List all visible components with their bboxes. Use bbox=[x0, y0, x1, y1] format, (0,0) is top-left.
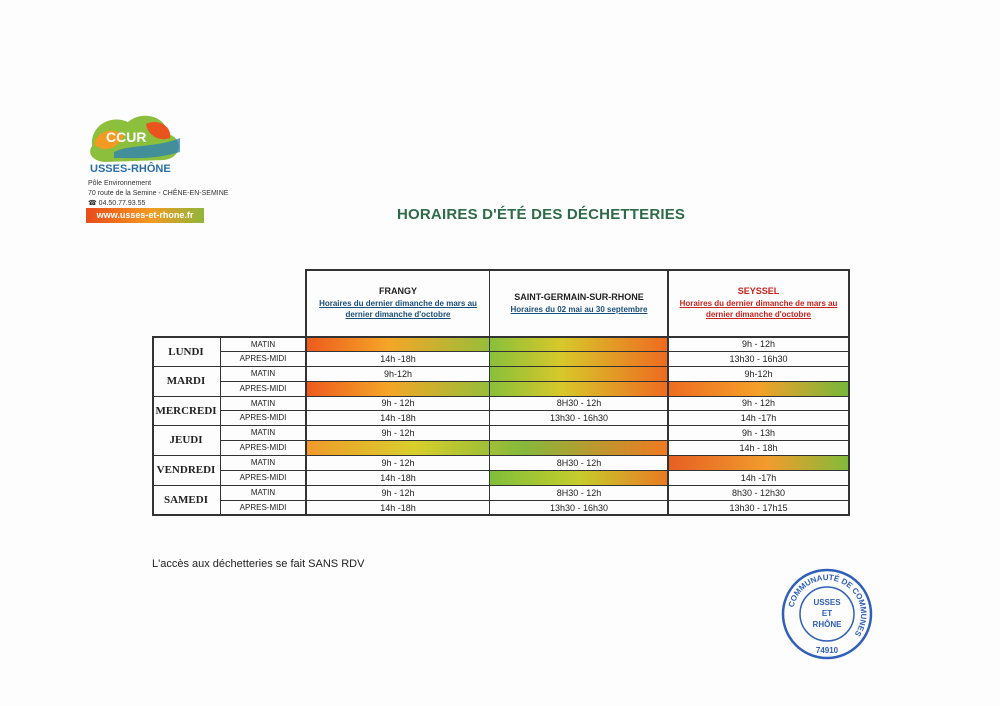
table-border bbox=[152, 514, 849, 516]
table-border bbox=[220, 500, 849, 501]
header-frangy-subtitle: Horaires du dernier dimanche de mars au dernier dimanche d'octobre bbox=[319, 299, 477, 319]
frangy-hours: 9h-12h bbox=[383, 368, 413, 379]
header-seyssel bbox=[668, 269, 849, 337]
frangy-hours: 9h - 12h bbox=[381, 427, 415, 438]
table-border bbox=[220, 470, 849, 471]
table-border bbox=[667, 269, 669, 516]
header-saint-germain-name: SAINT-GERMAIN-SUR-RHONE bbox=[514, 291, 644, 302]
table-border bbox=[152, 425, 849, 426]
seyssel-hours: 14h -17h bbox=[740, 472, 777, 483]
seyssel-hours: 13h30 - 17h15 bbox=[729, 502, 788, 513]
frangy-hours: 9h - 12h bbox=[381, 487, 415, 498]
table-border bbox=[848, 269, 850, 516]
day-label: MARDI bbox=[166, 375, 206, 387]
website-badge: www.usses-et-rhone.fr bbox=[86, 208, 204, 223]
saint-germain-hours: 8H30 - 12h bbox=[556, 457, 602, 468]
page-title: HORAIRES D'ÉTÉ DES DÉCHETTERIES bbox=[397, 206, 686, 223]
period-label: MATIN bbox=[250, 398, 276, 408]
phone-number: 04.50.77.93.55 bbox=[98, 200, 146, 207]
frangy-hours: 9h - 12h bbox=[381, 398, 415, 408]
table-border bbox=[220, 336, 221, 516]
seyssel-hours: 8h30 - 12h30 bbox=[731, 487, 786, 498]
svg-text:USSES-RHÔNE: USSES-RHÔNE bbox=[90, 163, 171, 175]
schedule-table bbox=[152, 269, 849, 515]
period-label: MATIN bbox=[250, 369, 276, 378]
table-border bbox=[220, 440, 849, 441]
svg-text:74910: 74910 bbox=[815, 646, 839, 655]
period-label: MATIN bbox=[250, 428, 276, 437]
table-border bbox=[306, 269, 849, 271]
table-border bbox=[152, 366, 849, 367]
table-border bbox=[152, 455, 849, 456]
seyssel-hours: 13h30 - 16h30 bbox=[729, 353, 788, 364]
table-border bbox=[220, 381, 849, 382]
seyssel-hours: 14h -17h bbox=[740, 412, 777, 423]
frangy-hours: 14h -18h bbox=[380, 472, 416, 483]
header-saint-germain-subtitle: Horaires du 02 mai au 30 septembre bbox=[510, 304, 648, 314]
period-label: APRES-MIDI bbox=[239, 473, 287, 482]
table-border bbox=[220, 410, 849, 411]
seyssel-hours: 9h-12h bbox=[744, 368, 773, 379]
period-label: MATIN bbox=[250, 488, 276, 497]
period-label: MATIN bbox=[250, 458, 276, 467]
day-label: LUNDI bbox=[168, 345, 204, 358]
frangy-hours: 14h -18h bbox=[380, 412, 416, 423]
svg-text:ET: ET bbox=[821, 609, 833, 618]
address-line1: Pôle Environnement bbox=[88, 180, 152, 187]
seyssel-hours: 9h - 12h bbox=[741, 398, 776, 408]
usses-rhone-logo bbox=[84, 108, 194, 178]
address-block bbox=[88, 179, 228, 209]
access-note: L'accès aux déchetteries se fait SANS RDV bbox=[152, 558, 365, 570]
header-seyssel-name: SEYSSEL bbox=[737, 286, 780, 296]
table-border bbox=[152, 336, 849, 338]
period-label: MATIN bbox=[250, 339, 276, 349]
table-border bbox=[305, 269, 307, 516]
period-label: APRES-MIDI bbox=[239, 413, 287, 422]
saint-germain-hours: 13h30 - 16h30 bbox=[549, 412, 609, 423]
frangy-closed-bar bbox=[306, 337, 490, 352]
svg-text:USSES: USSES bbox=[813, 598, 841, 607]
day-label: MERCREDI bbox=[155, 404, 217, 417]
period-label: APRES-MIDI bbox=[239, 443, 287, 452]
seyssel-hours: 14h - 18h bbox=[739, 442, 778, 453]
phone-icon: ☎ bbox=[88, 200, 99, 207]
frangy-closed-bar bbox=[306, 381, 490, 396]
frangy-saint-germain-closed-bar bbox=[306, 440, 668, 455]
header-frangy-name: FRANGY bbox=[379, 286, 417, 296]
svg-text:CCUR: CCUR bbox=[106, 129, 147, 145]
saint-germain-hours: 13h30 - 16h30 bbox=[549, 502, 609, 513]
header-frangy bbox=[306, 269, 490, 337]
day-label: JEUDI bbox=[169, 434, 203, 446]
frangy-hours: 14h -18h bbox=[380, 353, 416, 364]
saint-germain-closed-bar bbox=[490, 470, 668, 485]
address-line2: 70 route de la Semine - CHÊNE-EN-SEMINE bbox=[88, 190, 229, 197]
svg-text:RHÔNE: RHÔNE bbox=[812, 620, 842, 629]
header-seyssel-subtitle: Horaires du dernier dimanche de mars au dernier dimanche d'octobre bbox=[679, 299, 838, 319]
seyssel-closed-bar bbox=[668, 381, 849, 396]
frangy-hours: 9h - 12h bbox=[381, 457, 415, 468]
seyssel-closed-bar bbox=[668, 455, 849, 470]
frangy-hours: 14h -18h bbox=[380, 502, 416, 513]
period-label: APRES-MIDI bbox=[239, 354, 287, 363]
table-border bbox=[489, 269, 490, 516]
seyssel-hours: 9h - 13h bbox=[741, 427, 776, 438]
saint-germain-hours: 8H30 - 12h bbox=[556, 487, 602, 498]
table-border bbox=[220, 351, 849, 352]
seyssel-hours: 9h - 12h bbox=[741, 339, 776, 349]
table-border bbox=[152, 396, 849, 397]
day-label: VENDREDI bbox=[156, 464, 216, 476]
header-saint-germain bbox=[490, 269, 668, 337]
svg-text:COMMUNAUTÉ DE COMMUNES: COMMUNAUTÉ DE COMMUNES bbox=[786, 572, 869, 639]
community-stamp bbox=[780, 567, 874, 661]
period-label: APRES-MIDI bbox=[239, 503, 287, 512]
table-border bbox=[152, 485, 849, 486]
period-label: APRES-MIDI bbox=[239, 384, 287, 393]
day-label: SAMEDI bbox=[163, 494, 208, 506]
saint-germain-hours: 8H30 - 12h bbox=[556, 398, 602, 408]
table-border bbox=[152, 336, 154, 516]
